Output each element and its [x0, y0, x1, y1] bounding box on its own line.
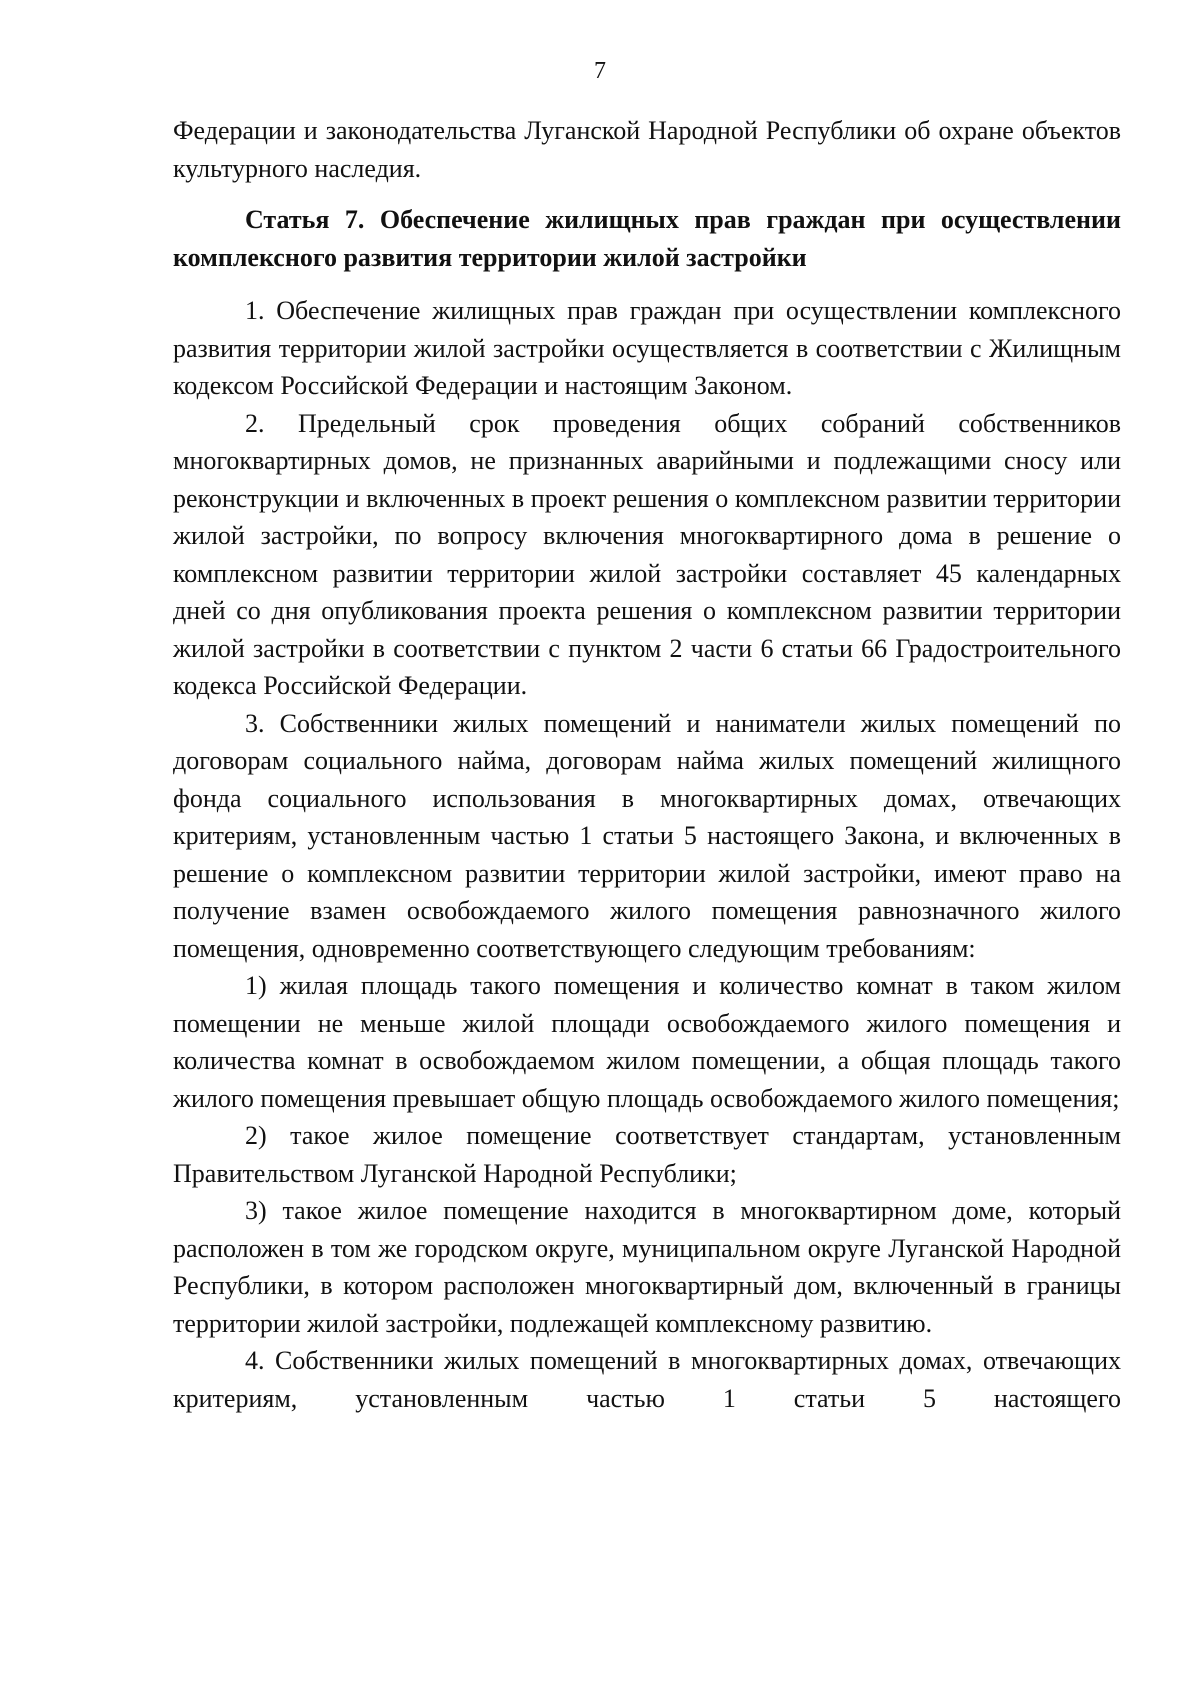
- subitem-1: 1) жилая площадь такого помещения и количество комнат в таком жилом помещении не меньше жилой площади освобождаемого жилого помещения и количества комнат в освобождаемом жилом помещении, а общая площадь такого жилого помещения превышает общую площадь освобождаемого жилого помещения;: [173, 971, 1121, 1113]
- document-body: [173, 112, 1121, 1417]
- paragraph-3: 3. Собственники жилых помещений и наниматели жилых помещений по договорам социального найма, договорам найма жилых помещений жилищного фонда социального использования в многоквартирных домах, отвечающих критериям, установленным частью 1 статьи 5 настоящего Закона, и включенных в решение о комплексном развитии территории жилой застройки, имеют право на получение взамен освобождаемого жилого помещения равнозначного жилого помещения, одновременно соответствующего следующим требованиям:: [173, 708, 1121, 963]
- subitem-3: 3) такое жилое помещение находится в многоквартирном доме, который расположен в том же городском округе, муниципальном округе Луганской Народной Республики, в котором расположен многоквартирный дом, включенный в границы территории жилой застройки, подлежащей комплексному развитию.: [173, 1196, 1121, 1338]
- page-number: 7: [594, 58, 606, 84]
- subitem-2: 2) такое жилое помещение соответствует стандартам, установленным Правительством Луганской Народной Республики;: [173, 1121, 1121, 1188]
- intro-paragraph: Федерации и законодательства Луганской Народной Республики об охране объектов культурного наследия.: [173, 116, 1121, 183]
- article-heading: Статья 7. Обеспечение жилищных прав граждан при осуществлении комплексного развития территории жилой застройки: [173, 205, 1121, 272]
- paragraph-4: 4. Собственники жилых помещений в многоквартирных домах, отвечающих критериям, установленным частью 1 статьи 5 настоящего: [173, 1346, 1121, 1413]
- paragraph-2: 2. Предельный срок проведения общих собраний собственников многоквартирных домов, не признанных аварийными и подлежащими сносу или реконструкции и включенных в проект решения о комплексном развитии территории жилой застройки, по вопросу включения многоквартирного дома в решение о комплексном развитии территории жилой застройки составляет 45 календарных дней со дня опубликования проекта решения о комплексном развитии территории жилой застройки в соответствии с пунктом 2 части 6 статьи 66 Градостроительного кодекса Российской Федерации.: [173, 408, 1121, 700]
- paragraph-1: 1. Обеспечение жилищных прав граждан при осуществлении комплексного развития территории жилой застройки осуществляется в соответствии с Жилищным кодексом Российской Федерации и настоящим Законом.: [173, 296, 1121, 400]
